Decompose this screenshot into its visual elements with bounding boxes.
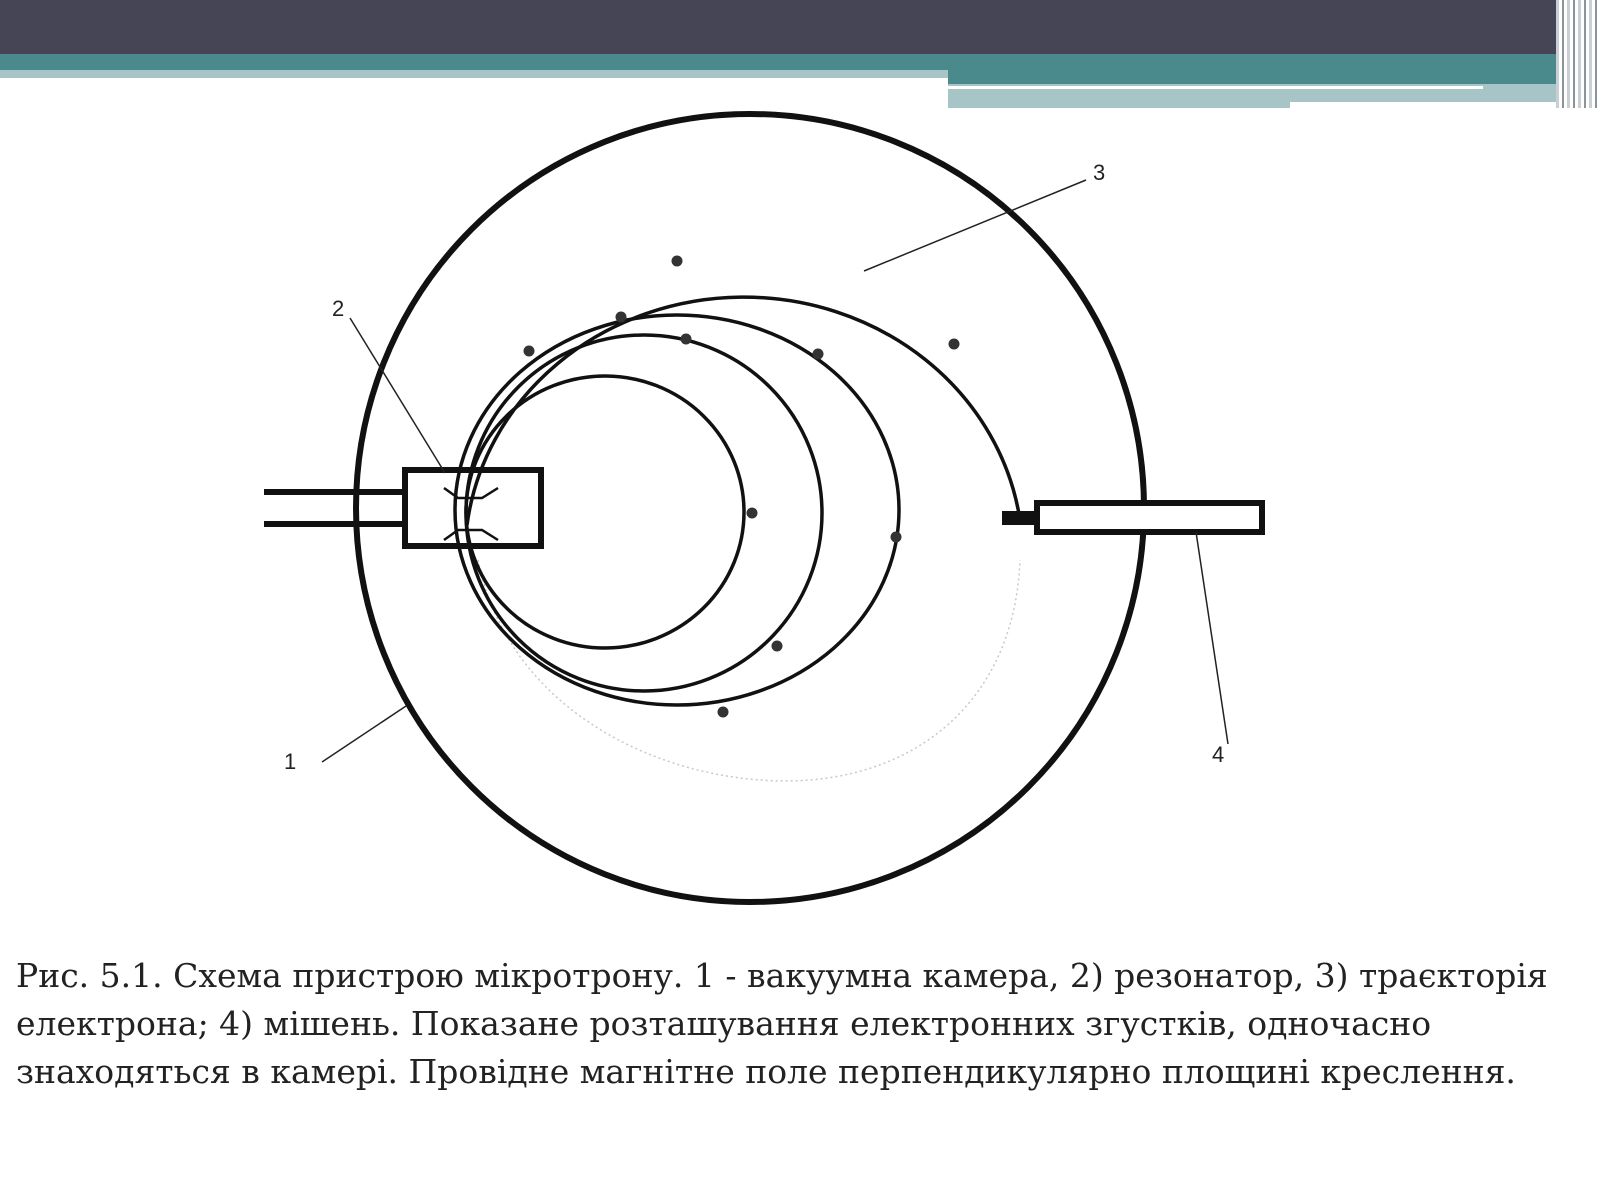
electron-bunch <box>891 532 902 543</box>
header-light-band-right-lower <box>948 92 1290 108</box>
figure-caption: Рис. 5.1. Схема пристрою мікротрону. 1 - вакуумна камера, 2) резонатор, 3) траєкторія електрона; 4) мішень. Показане розташування електронних згустків, одночасно знаходяться в камері. Провідне магнітне поле перпендикулярно площині креслення. <box>16 956 1548 1091</box>
orbit-3 <box>455 315 899 705</box>
resonator <box>405 470 541 546</box>
electron-bunch <box>772 641 783 652</box>
electron-bunch <box>949 339 960 350</box>
header-light-band-left <box>0 70 948 78</box>
orbit-2 <box>466 335 822 691</box>
label-target: 4 <box>1212 742 1225 767</box>
leader-line-2 <box>350 318 445 473</box>
header-teal-band <box>0 54 1600 70</box>
electron-bunch <box>681 334 692 345</box>
electron-bunch <box>747 508 758 519</box>
header-white-line <box>948 86 1483 89</box>
electron-bunch <box>718 707 729 718</box>
leader-line-1 <box>322 706 406 762</box>
label-trajectory: 3 <box>1093 160 1106 185</box>
microtron-diagram <box>0 108 1600 938</box>
header-teal-band-right <box>948 70 1600 84</box>
electron-bunch <box>813 349 824 360</box>
label-resonator: 2 <box>332 296 345 321</box>
electron-bunch <box>524 346 535 357</box>
target <box>1002 503 1262 532</box>
electron-bunch <box>616 312 627 323</box>
header-corner-stripes <box>1556 0 1600 108</box>
waveguide <box>264 492 406 524</box>
header-light-band-right-end <box>1290 92 1600 102</box>
label-chamber: 1 <box>284 749 297 774</box>
leader-line-4 <box>1196 532 1228 744</box>
electron-bunch <box>672 256 683 267</box>
header-dark-bar <box>0 0 1600 54</box>
